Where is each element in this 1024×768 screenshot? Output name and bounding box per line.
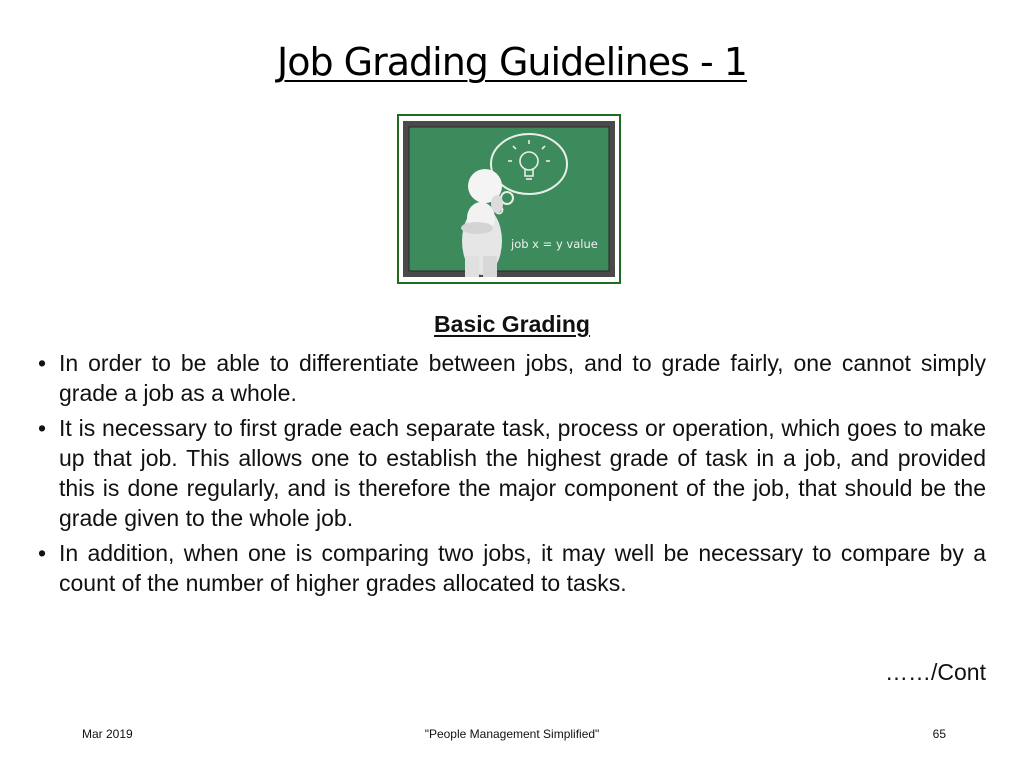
bullet-list	[38, 348, 986, 603]
bullet-item	[38, 538, 986, 598]
bullet-item	[38, 348, 986, 408]
bullet-marker: •	[38, 540, 47, 566]
bullet-text: It is necessary to first grade each separate task, process or operation, which goes to make up that job. This allows one to establish the highest grade of task in a job, and provided this is done regularly, and is therefore the major component of the job, that should be the grade given to the whole job.	[59, 415, 986, 531]
section-heading-text: Basic Grading	[434, 311, 590, 337]
footer-title: "People Management Simplified"	[424, 727, 600, 741]
slide-title-text: Job Grading Guidelines - 1	[277, 40, 747, 84]
bullet-marker: •	[38, 415, 47, 441]
footer-page-number: 65	[932, 727, 946, 741]
footer-date: Mar 2019	[82, 727, 133, 741]
chalk-equation: job x = y value	[511, 237, 598, 251]
continuation-marker: ……/Cont	[885, 659, 986, 685]
chalkboard-graphic	[399, 116, 619, 282]
bullet-text: In addition, when one is comparing two jobs, it may well be necessary to compare by a count of the number of higher grades allocated to tasks.	[59, 540, 986, 596]
bullet-marker: •	[38, 350, 47, 376]
chalkboard-illustration	[397, 114, 621, 284]
bullet-item	[38, 413, 986, 533]
bullet-text: In order to be able to differentiate between jobs, and to grade fairly, one cannot simply grade a job as a whole.	[59, 350, 986, 406]
section-heading	[0, 309, 1024, 339]
slide-title	[0, 38, 1024, 86]
